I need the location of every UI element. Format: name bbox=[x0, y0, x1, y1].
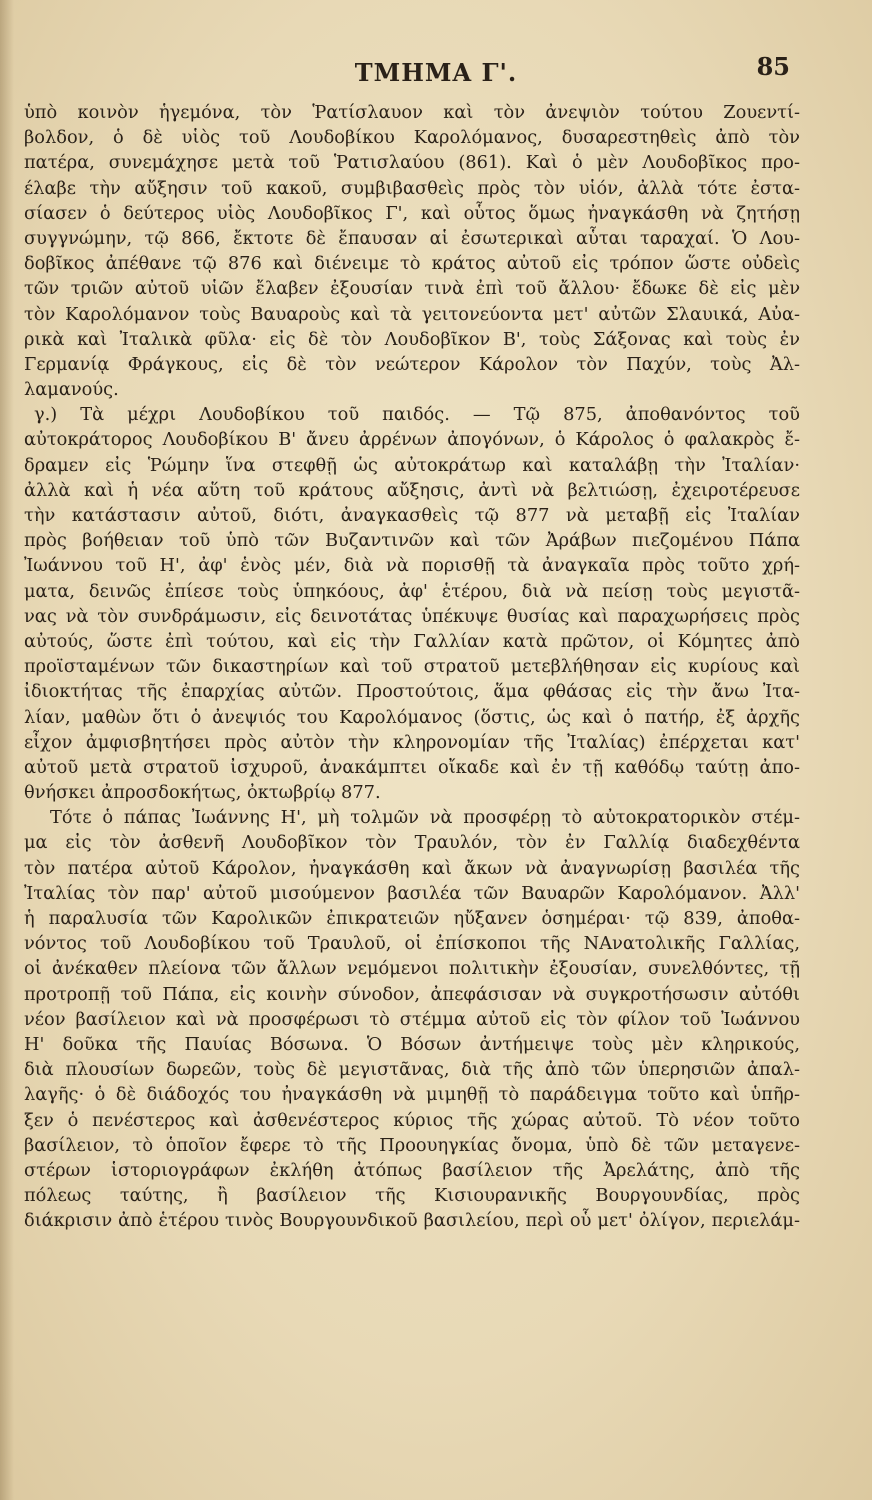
text-line: δραμεν εἰς Ῥώμην ἵνα στεφθῇ ὡς αὐτοκράτωρ καὶ καταλάβῃ τὴν Ἰταλίαν· bbox=[24, 454, 800, 476]
text-line: ρικὰ καὶ Ἰταλικὰ φῦλα· εἰς δὲ τὸν Λουδοβῖκον Β', τοὺς Σάξονας καὶ τοὺς ἐν bbox=[24, 328, 800, 350]
text-line: δοβῖκος ἀπέθανε τῷ 876 καὶ διένειμε τὸ κράτος αὐτοῦ εἰς τρόπον ὥστε οὐδεὶς bbox=[24, 253, 800, 275]
text-line: νας νὰ τὸν συνδράμωσιν, εἰς δεινοτάτας ὑπέκυψε θυσίας καὶ παραχωρήσεις πρὸς bbox=[24, 605, 800, 627]
text-line: τῶν τριῶν αὐτοῦ υἱῶν ἔλαβεν ἐξουσίαν τινὰ ἐπὶ τοῦ ἄλλου· ἔδωκε δὲ εἰς μὲν bbox=[24, 278, 800, 300]
text-line: αὐτούς, ὥστε ἐπὶ τούτου, καὶ εἰς τὴν Γαλλίαν κατὰ πρῶτον, οἱ Κόμητες ἀπὸ bbox=[24, 630, 800, 652]
text-line: πρὸς βοήθειαν τοῦ ὑπὸ τῶν Βυζαντινῶν καὶ τῶν Ἀράβων πιεζομένου Πάπα bbox=[24, 530, 800, 552]
text-line: εἶχον ἀμφισβητήσει πρὸς αὐτὸν τὴν κληρονομίαν τῆς Ἰταλίας) ἐπέρχεται κατ' bbox=[24, 731, 800, 753]
text-line: νόντος τοῦ Λουδοβίκου τοῦ Τραυλοῦ, οἱ ἐπίσκοποι τῆς ΝΑνατολικῆς Γαλλίας, bbox=[24, 933, 800, 955]
text-line: Ἰωάννου τοῦ Η', ἀφ' ἑνὸς μέν, διὰ νὰ πορισθῇ τὰ ἀναγκαῖα πρὸς τοῦτο χρή- bbox=[24, 555, 800, 577]
text-line: διάκρισιν ἀπὸ ἑτέρου τινὸς Βουργουνδικοῦ βασιλείου, περὶ οὗ μετ' ὀλίγον, περιελάμ- bbox=[24, 1210, 800, 1232]
text-line: τὸν πατέρα αὐτοῦ Κάρολον, ἠναγκάσθη καὶ ἄκων νὰ ἀναγνωρίσῃ βασιλέα τῆς bbox=[24, 857, 800, 879]
text-line: λίαν, μαθὼν ὅτι ὁ ἀνεψιός του Καρολόμανος (ὅστις, ὡς καὶ ὁ πατήρ, ἐξ ἀρχῆς bbox=[24, 706, 800, 728]
text-line: Γερμανίᾳ Φράγκους, εἰς δὲ τὸν νεώτερον Κάρολον τὸν Παχύν, τοὺς Ἀλ- bbox=[24, 353, 800, 375]
text-line: πόλεως ταύτης, ἢ βασίλειον τῆς Κισιουρανικῆς Βουργουνδίας, πρὸς bbox=[24, 1185, 800, 1207]
page-number: 85 bbox=[756, 52, 790, 81]
text-line: ἀλλὰ καὶ ἡ νέα αὕτη τοῦ κράτους αὔξησις, ἀντὶ νὰ βελτιώσῃ, ἐχειροτέρευσε bbox=[24, 479, 800, 501]
text-line: προϊσταμένων τῶν δικαστηρίων καὶ τοῦ στρατοῦ μετεβλήθησαν εἰς κυρίους καὶ bbox=[24, 656, 800, 678]
text-line: Η' δοῦκα τῆς Παυίας Βόσωνα. Ὁ Βόσων ἀντήμειψε τοὺς μὲν κληρικούς, bbox=[24, 1033, 800, 1055]
text-line: ὑπὸ κοινὸν ἡγεμόνα, τὸν Ῥατίσλαυον καὶ τὸν ἀνεψιὸν τούτου Ζουεντί- bbox=[24, 102, 800, 123]
body-text bbox=[24, 100, 800, 1233]
page-edge-shadow bbox=[0, 0, 14, 1500]
text-line: έλαβε τὴν αὔξησιν τοῦ κακοῦ, συμβιβασθεὶς πρὸς τὸν υἱόν, ἀλλὰ τότε ἐστα- bbox=[24, 177, 800, 199]
text-line: ἰδιοκτήτας τῆς ἐπαρχίας αὐτῶν. Προστούτοις, ἅμα φθάσας εἰς τὴν ἄνω Ἰτα- bbox=[24, 681, 800, 703]
text-line: μα εἰς τὸν ἀσθενῆ Λουδοβῖκον τὸν Τραυλόν, τὸν ἐν Γαλλίᾳ διαδεχθέντα bbox=[24, 832, 800, 854]
text-line: ξεν ὁ πενέστερος καὶ ἀσθενέστερος κύριος τῆς χώρας αὐτοῦ. Τὸ νέον τοῦτο bbox=[24, 1109, 800, 1131]
text-line: προτροπῇ τοῦ Πάπα, εἰς κοινὴν σύνοδον, ἀπεφάσισαν νὰ συγκροτήσωσιν αὐτόθι bbox=[24, 983, 800, 1005]
text-line: νέον βασίλειον καὶ νὰ προσφέρωσι τὸ στέμμα αὐτοῦ εἰς τὸν φίλον τοῦ Ἰωάννου bbox=[24, 1008, 800, 1030]
text-line: συγγνώμην, τῷ 866, ἔκτοτε δὲ ἔπαυσαν αἱ ἐσωτερικαὶ αὗται ταραχαί. Ὁ Λου- bbox=[24, 227, 800, 249]
text-line: Τότε ὁ πάπας Ἰωάννης Η', μὴ τολμῶν νὰ προσφέρῃ τὸ αὐτοκρατορικὸν στέμ- bbox=[50, 807, 800, 829]
running-head bbox=[0, 52, 872, 92]
text-line: πατέρα, συνεμάχησε μετὰ τοῦ Ῥατισλαύου (861). Καὶ ὁ μὲν Λουδοβῖκος προ- bbox=[24, 152, 800, 174]
text-line: λαμανούς. bbox=[24, 379, 119, 401]
section-title: ΤΜΗΜΑ Γ'. bbox=[354, 58, 518, 87]
text-line: διὰ πλουσίων δωρεῶν, τοὺς δὲ μεγιστᾶνας, διὰ τῆς ἀπὸ τῶν ὑπερησιῶν ἀπαλ- bbox=[24, 1059, 800, 1081]
text-line: βολδον, ὁ δὲ υἱὸς τοῦ Λουδοβίκου Καρολόμανος, δυσαρεστηθεὶς ἀπὸ τὸν bbox=[24, 127, 800, 149]
text-line: αὐτοῦ μετὰ στρατοῦ ἰσχυροῦ, ἀνακάμπτει οἴκαδε καὶ ἐν τῇ καθόδῳ ταύτῃ ἀπο- bbox=[24, 756, 800, 778]
text-line: ματα, δεινῶς ἐπίεσε τοὺς ὑπηκόους, ἀφ' ἑτέρου, διὰ νὰ πείσῃ τοὺς μεγιστᾶ- bbox=[24, 580, 800, 602]
subsection-heading-line: γ.) Τὰ μέχρι Λουδοβίκου τοῦ παιδός. — Τῷ 875, ἀποθανόντος τοῦ bbox=[34, 404, 800, 426]
text-line: τὴν κατάστασιν αὐτοῦ, διότι, ἀναγκασθεὶς τῷ 877 νὰ μεταβῇ εἰς Ἰταλίαν bbox=[24, 505, 800, 526]
text-line: ἡ παραλυσία τῶν Καρολικῶν ἐπικρατειῶν ηὔξανεν ὁσημέραι· τῷ 839, ἀποθα- bbox=[24, 908, 800, 929]
text-line: Ἰταλίας τὸν παρ' αὐτοῦ μισούμενον βασιλέα τῶν Βαυαρῶν Καρολόμανον. Ἀλλ' bbox=[24, 882, 800, 904]
text-line: αὐτοκράτορος Λουδοβίκου Β' ἄνευ ἀρρένων ἀπογόνων, ὁ Κάρολος ὁ φαλακρὸς ἔ- bbox=[24, 429, 800, 451]
text-line: θνήσκει ἀπροσδοκήτως, ὀκτωβρίῳ 877. bbox=[24, 782, 381, 804]
text-line: σίασεν ὁ δεύτερος υἱὸς Λουδοβῖκος Γ', καὶ οὗτος ὅμως ἠναγκάσθη νὰ ζητήσῃ bbox=[24, 202, 800, 224]
text-line: βασίλειον, τὸ ὁποῖον ἔφερε τὸ τῆς Προουηγκίας ὄνομα, ὑπὸ δὲ τῶν μεταγενε- bbox=[24, 1134, 800, 1156]
text-line: οἱ ἀνέκαθεν πλείονα τῶν ἄλλων νεμόμενοι πολιτικὴν ἐξουσίαν, συνελθόντες, τῇ bbox=[24, 958, 800, 980]
text-line: τὸν Καρολόμανον τοὺς Βαυαροὺς καὶ τὰ γειτονεύοντα μετ' αὐτῶν Σλαυικά, Αὐα- bbox=[24, 303, 800, 325]
text-line: λαγῆς· ὁ δὲ διάδοχός του ἠναγκάσθη νὰ μιμηθῇ τὸ παράδειγμα τοῦτο καὶ ὑπῆρ- bbox=[24, 1084, 800, 1106]
text-line: στέρων ἱστοριογράφων ἐκλήθη ἀτόπως βασίλειον τῆς Ἀρελάτης, ἀπὸ τῆς bbox=[24, 1159, 800, 1181]
